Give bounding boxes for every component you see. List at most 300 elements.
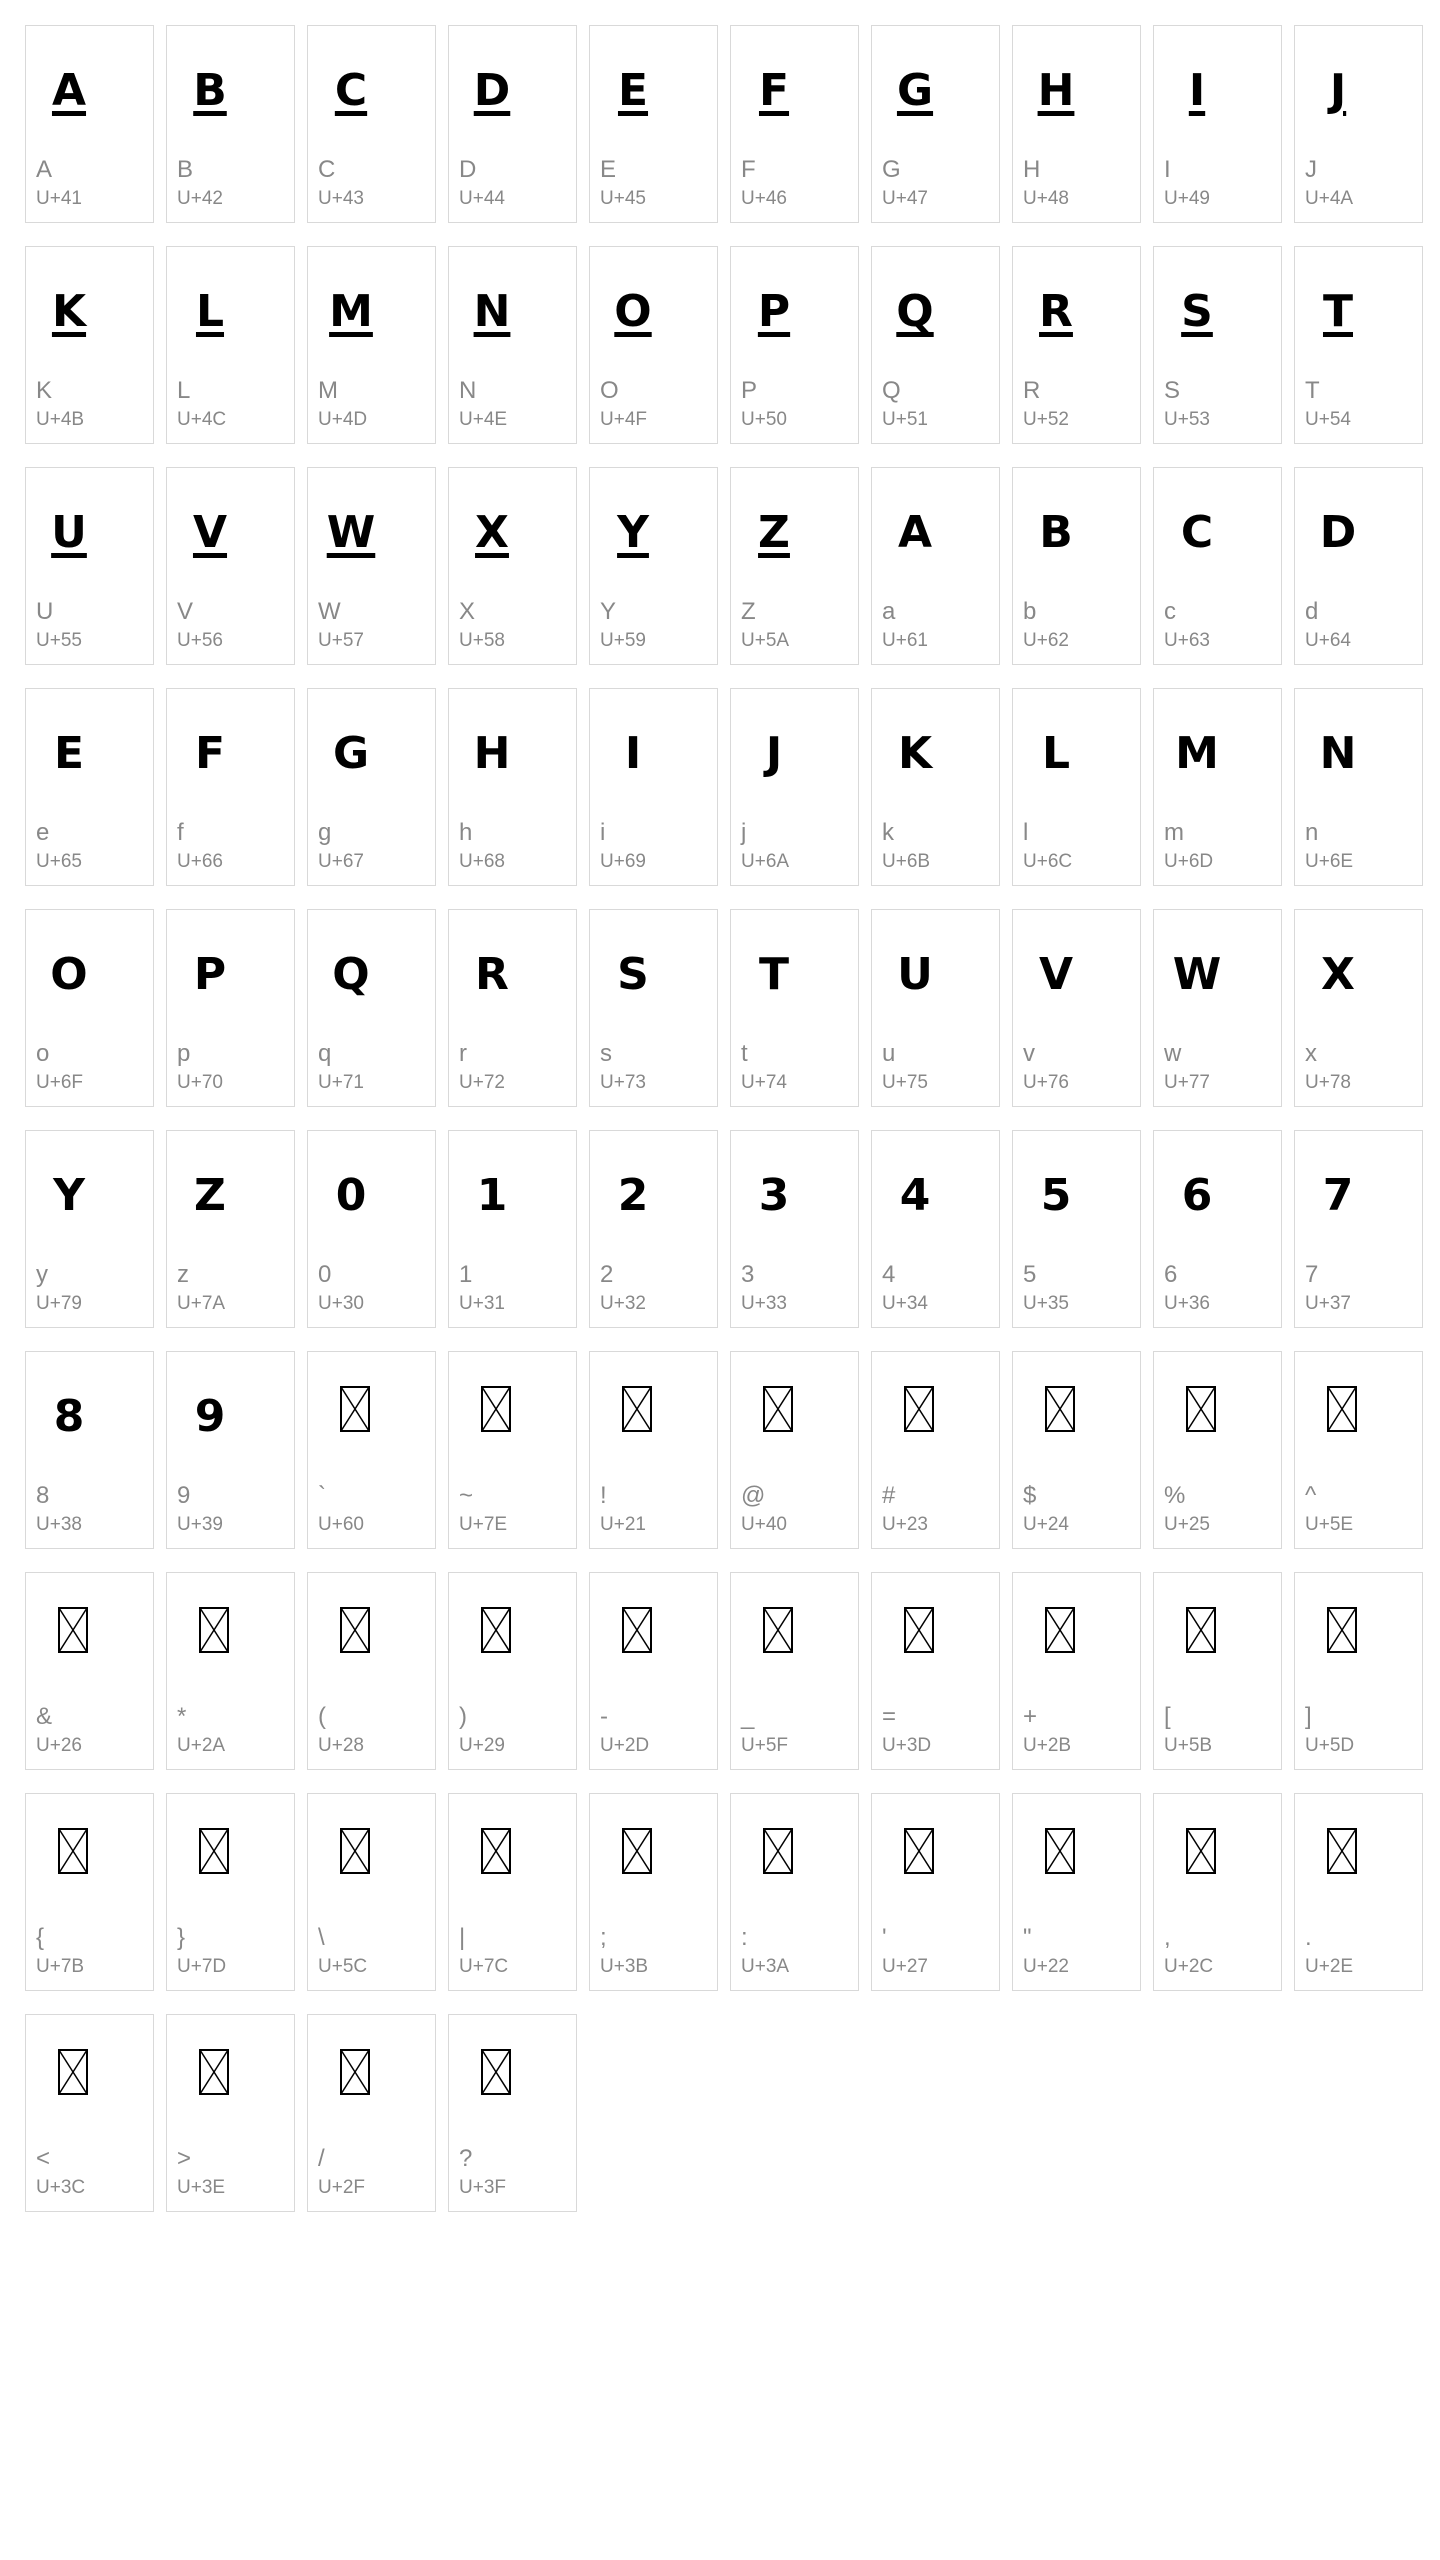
- glyph-preview: C: [1180, 507, 1214, 558]
- glyph-cell: [25, 909, 154, 1107]
- glyph-preview: S: [617, 949, 649, 1000]
- glyph-cell: [871, 25, 1000, 223]
- glyph-cell: [871, 909, 1000, 1107]
- glyph-cell: [1153, 909, 1282, 1107]
- glyph-codepoint-label: U+61: [882, 630, 928, 651]
- glyph-codepoint-label: U+2E: [1305, 1956, 1354, 1977]
- missing-glyph-icon: [1327, 1386, 1357, 1432]
- glyph-codepoint-label: U+69: [600, 851, 646, 872]
- glyph-preview: F: [758, 65, 790, 116]
- glyph-cell: [1012, 1793, 1141, 1991]
- glyph-char-label: 6: [1164, 1261, 1178, 1288]
- glyph-char-label: ,: [1164, 1924, 1171, 1951]
- glyph-codepoint-label: U+51: [882, 409, 928, 430]
- glyph-char-label: D: [459, 156, 477, 183]
- glyph-preview: W: [326, 507, 376, 558]
- glyph-char-label: 1: [459, 1261, 473, 1288]
- glyph-cell: [1294, 1572, 1423, 1770]
- glyph-cell: [589, 1130, 718, 1328]
- glyph-preview: 5: [1040, 1170, 1072, 1221]
- glyph-cell: [1294, 1351, 1423, 1549]
- glyph-cell: [307, 246, 436, 444]
- glyph-codepoint-label: U+74: [741, 1072, 787, 1093]
- glyph-preview: Z: [194, 1170, 226, 1221]
- glyph-codepoint-label: U+2F: [318, 2177, 365, 2198]
- glyph-cell: [730, 467, 859, 665]
- glyph-preview: X: [1321, 949, 1355, 1000]
- glyph-char-label: Z: [741, 598, 756, 625]
- glyph-preview: F: [194, 728, 226, 779]
- glyph-preview: E: [53, 728, 85, 779]
- glyph-cell: [448, 1130, 577, 1328]
- glyph-char-label: 5: [1023, 1261, 1037, 1288]
- glyph-char-label: 3: [741, 1261, 755, 1288]
- glyph-char-label: `: [318, 1482, 326, 1509]
- missing-glyph-icon: [340, 1386, 370, 1432]
- glyph-char-label: k: [882, 819, 894, 846]
- glyph-char-label: %: [1164, 1482, 1186, 1509]
- glyph-char-label: 9: [177, 1482, 191, 1509]
- glyph-cell: [25, 25, 154, 223]
- glyph-char-label: Q: [882, 377, 901, 404]
- missing-glyph-icon: [481, 1607, 511, 1653]
- glyph-codepoint-label: U+46: [741, 188, 787, 209]
- glyph-cell: [166, 1572, 295, 1770]
- glyph-preview: Y: [53, 1170, 85, 1221]
- glyph-cell: [166, 909, 295, 1107]
- glyph-preview: M: [329, 286, 373, 337]
- glyph-char-label: +: [1023, 1703, 1038, 1730]
- glyph-codepoint-label: U+3D: [882, 1735, 932, 1756]
- glyph-codepoint-label: U+70: [177, 1072, 223, 1093]
- glyph-codepoint-label: U+78: [1305, 1072, 1351, 1093]
- glyph-preview: Q: [332, 949, 370, 1000]
- missing-glyph-icon: [1186, 1386, 1216, 1432]
- glyph-preview: P: [193, 949, 227, 1000]
- glyph-preview: J: [1329, 65, 1347, 116]
- glyph-char-label: r: [459, 1040, 467, 1067]
- glyph-codepoint-label: U+63: [1164, 630, 1210, 651]
- missing-glyph-icon: [199, 2049, 229, 2095]
- glyph-codepoint-label: U+67: [318, 851, 364, 872]
- glyph-cell: [166, 688, 295, 886]
- glyph-char-label: p: [177, 1040, 191, 1067]
- glyph-char-label: j: [741, 819, 747, 846]
- glyph-codepoint-label: U+31: [459, 1293, 505, 1314]
- glyph-codepoint-label: U+2C: [1164, 1956, 1214, 1977]
- glyph-cell: [1153, 467, 1282, 665]
- glyph-cell: [589, 25, 718, 223]
- glyph-preview: I: [624, 728, 642, 779]
- glyph-codepoint-label: U+56: [177, 630, 223, 651]
- glyph-char-label: 4: [882, 1261, 896, 1288]
- glyph-char-label: V: [177, 598, 194, 625]
- glyph-codepoint-label: U+25: [1164, 1514, 1210, 1535]
- glyph-cell: [589, 467, 718, 665]
- glyph-cell: [871, 1351, 1000, 1549]
- glyph-char-label: !: [600, 1482, 607, 1509]
- glyph-cell: [448, 246, 577, 444]
- glyph-codepoint-label: U+36: [1164, 1293, 1210, 1314]
- glyph-cell: [307, 909, 436, 1107]
- glyph-cell: [1012, 467, 1141, 665]
- glyph-cell: [1012, 909, 1141, 1107]
- glyph-preview: R: [475, 949, 509, 1000]
- glyph-char-label: _: [741, 1703, 755, 1730]
- glyph-preview: K: [51, 286, 87, 337]
- glyph-codepoint-label: U+27: [882, 1956, 928, 1977]
- glyph-char-label: h: [459, 819, 473, 846]
- glyph-cell: [589, 1793, 718, 1991]
- glyph-codepoint-label: U+5B: [1164, 1735, 1213, 1756]
- glyph-codepoint-label: U+23: [882, 1514, 928, 1535]
- glyph-codepoint-label: U+7A: [177, 1293, 226, 1314]
- glyph-preview: 2: [617, 1170, 649, 1221]
- glyph-char-label: H: [1023, 156, 1041, 183]
- glyph-cell: [589, 1351, 718, 1549]
- glyph-cell: [589, 246, 718, 444]
- glyph-preview: P: [757, 286, 791, 337]
- missing-glyph-icon: [1327, 1828, 1357, 1874]
- glyph-char-label: 8: [36, 1482, 50, 1509]
- glyph-codepoint-label: U+54: [1305, 409, 1351, 430]
- glyph-cell: [1294, 25, 1423, 223]
- glyph-cell: [1294, 688, 1423, 886]
- glyph-char-label: T: [1305, 377, 1320, 404]
- glyph-preview: V: [1038, 949, 1074, 1000]
- glyph-codepoint-label: U+2D: [600, 1735, 650, 1756]
- glyph-codepoint-label: U+62: [1023, 630, 1069, 651]
- glyph-cell: [730, 688, 859, 886]
- glyph-cell: [25, 2014, 154, 2212]
- glyph-codepoint-label: U+28: [318, 1735, 364, 1756]
- glyph-cell: [871, 1793, 1000, 1991]
- glyph-codepoint-label: U+73: [600, 1072, 646, 1093]
- glyph-codepoint-label: U+6C: [1023, 851, 1073, 872]
- glyph-codepoint-label: U+45: [600, 188, 646, 209]
- glyph-char-label: f: [177, 819, 184, 846]
- glyph-preview: T: [758, 949, 789, 1000]
- glyph-codepoint-label: U+4E: [459, 409, 508, 430]
- glyph-cell: [166, 1793, 295, 1991]
- missing-glyph-icon: [58, 2049, 88, 2095]
- glyph-cell: [307, 467, 436, 665]
- missing-glyph-icon: [622, 1607, 652, 1653]
- glyph-preview: 8: [53, 1391, 85, 1442]
- glyph-cell: [871, 1130, 1000, 1328]
- glyph-char-label: |: [459, 1924, 466, 1951]
- glyph-cell: [589, 909, 718, 1107]
- glyph-codepoint-label: U+3A: [741, 1956, 790, 1977]
- glyph-codepoint-label: U+2A: [177, 1735, 226, 1756]
- glyph-cell: [730, 1351, 859, 1549]
- glyph-char-label: S: [1164, 377, 1181, 404]
- glyph-preview: H: [1037, 65, 1075, 116]
- glyph-char-label: x: [1305, 1040, 1317, 1067]
- glyph-preview: N: [473, 286, 511, 337]
- glyph-cell: [448, 467, 577, 665]
- glyph-char-label: @: [741, 1482, 766, 1509]
- glyph-preview: G: [332, 728, 370, 779]
- glyph-char-label: l: [1023, 819, 1029, 846]
- glyph-codepoint-label: U+6D: [1164, 851, 1214, 872]
- missing-glyph-icon: [58, 1607, 88, 1653]
- glyph-char-label: F: [741, 156, 756, 183]
- glyph-preview: 9: [194, 1391, 226, 1442]
- glyph-char-label: ;: [600, 1924, 607, 1951]
- glyph-char-label: ': [882, 1924, 887, 1951]
- missing-glyph-icon: [1045, 1386, 1075, 1432]
- glyph-preview: 6: [1181, 1170, 1213, 1221]
- glyph-codepoint-label: U+35: [1023, 1293, 1069, 1314]
- missing-glyph-icon: [622, 1828, 652, 1874]
- glyph-char-label: 0: [318, 1261, 332, 1288]
- glyph-char-label: }: [177, 1924, 186, 1951]
- glyph-cell: [1153, 246, 1282, 444]
- glyph-cell: [1153, 1793, 1282, 1991]
- glyph-char-label: -: [600, 1703, 608, 1730]
- glyph-preview: B: [1039, 507, 1073, 558]
- missing-glyph-icon: [622, 1386, 652, 1432]
- glyph-cell: [166, 1351, 295, 1549]
- glyph-cell: [166, 467, 295, 665]
- missing-glyph-icon: [481, 2049, 511, 2095]
- glyph-preview: E: [617, 65, 649, 116]
- glyph-char-label: X: [459, 598, 476, 625]
- glyph-codepoint-label: U+5A: [741, 630, 790, 651]
- glyph-codepoint-label: U+6F: [36, 1072, 83, 1093]
- glyph-char-label: .: [1305, 1924, 1312, 1951]
- glyph-preview: I: [1188, 65, 1206, 116]
- glyph-char-label: G: [882, 156, 901, 183]
- glyph-char-label: *: [177, 1703, 187, 1730]
- glyph-cell: [25, 1130, 154, 1328]
- glyph-codepoint-label: U+3E: [177, 2177, 226, 2198]
- glyph-char-label: C: [318, 156, 336, 183]
- missing-glyph-icon: [763, 1607, 793, 1653]
- glyph-char-label: b: [1023, 598, 1037, 625]
- glyph-char-label: a: [882, 598, 896, 625]
- glyph-cell: [1153, 688, 1282, 886]
- glyph-codepoint-label: U+49: [1164, 188, 1210, 209]
- glyph-cell: [448, 1793, 577, 1991]
- glyph-cell: [25, 1351, 154, 1549]
- glyph-cell: [307, 1793, 436, 1991]
- glyph-cell: [25, 1793, 154, 1991]
- missing-glyph-icon: [763, 1386, 793, 1432]
- glyph-char-label: &: [36, 1703, 53, 1730]
- glyph-char-label: ": [1023, 1924, 1032, 1951]
- glyph-cell: [1153, 25, 1282, 223]
- glyph-preview: C: [334, 65, 368, 116]
- glyph-char-label: ~: [459, 1482, 474, 1509]
- glyph-char-label: ?: [459, 2145, 473, 2172]
- glyph-cell: [1012, 1572, 1141, 1770]
- missing-glyph-icon: [1186, 1828, 1216, 1874]
- glyph-codepoint-label: U+77: [1164, 1072, 1210, 1093]
- glyph-preview: B: [193, 65, 227, 116]
- glyph-preview: D: [1319, 507, 1357, 558]
- glyph-char-label: y: [36, 1261, 48, 1288]
- glyph-char-label: d: [1305, 598, 1319, 625]
- glyph-codepoint-label: U+7C: [459, 1956, 509, 1977]
- glyph-codepoint-label: U+33: [741, 1293, 787, 1314]
- glyph-char-label: J: [1305, 156, 1317, 183]
- glyph-codepoint-label: U+5D: [1305, 1735, 1355, 1756]
- glyph-cell: [448, 25, 577, 223]
- missing-glyph-icon: [340, 1828, 370, 1874]
- glyph-codepoint-label: U+30: [318, 1293, 364, 1314]
- glyph-codepoint-label: U+50: [741, 409, 787, 430]
- glyph-preview: L: [1041, 728, 1071, 779]
- glyph-char-label: i: [600, 819, 606, 846]
- glyph-codepoint-label: U+7D: [177, 1956, 227, 1977]
- glyph-codepoint-label: U+52: [1023, 409, 1069, 430]
- glyph-cell: [166, 25, 295, 223]
- glyph-preview: R: [1039, 286, 1073, 337]
- glyph-codepoint-label: U+5F: [741, 1735, 788, 1756]
- glyph-preview: D: [473, 65, 511, 116]
- missing-glyph-icon: [763, 1828, 793, 1874]
- glyph-cell: [166, 246, 295, 444]
- glyph-char-label: N: [459, 377, 477, 404]
- glyph-cell: [307, 2014, 436, 2212]
- glyph-preview: N: [1319, 728, 1357, 779]
- glyph-codepoint-label: U+55: [36, 630, 82, 651]
- glyph-cell: [871, 688, 1000, 886]
- glyph-char-label: 2: [600, 1261, 614, 1288]
- glyph-codepoint-label: U+59: [600, 630, 646, 651]
- glyph-codepoint-label: U+2B: [1023, 1735, 1072, 1756]
- glyph-codepoint-label: U+3C: [36, 2177, 86, 2198]
- glyph-codepoint-label: U+75: [882, 1072, 928, 1093]
- glyph-char-label: \: [318, 1924, 325, 1951]
- glyph-cell: [307, 1130, 436, 1328]
- glyph-codepoint-label: U+21: [600, 1514, 646, 1535]
- missing-glyph-icon: [481, 1828, 511, 1874]
- glyph-cell: [1012, 1351, 1141, 1549]
- glyph-char-label: L: [177, 377, 191, 404]
- glyph-codepoint-label: U+60: [318, 1514, 364, 1535]
- glyph-cell: [1294, 909, 1423, 1107]
- missing-glyph-icon: [904, 1386, 934, 1432]
- glyph-codepoint-label: U+4A: [1305, 188, 1354, 209]
- glyph-codepoint-label: U+22: [1023, 1956, 1069, 1977]
- glyph-cell: [730, 1793, 859, 1991]
- glyph-cell: [730, 25, 859, 223]
- glyph-char-label: o: [36, 1040, 50, 1067]
- missing-glyph-icon: [199, 1607, 229, 1653]
- glyph-char-label: z: [177, 1261, 189, 1288]
- glyph-cell: [730, 1572, 859, 1770]
- glyph-codepoint-label: U+58: [459, 630, 505, 651]
- glyph-cell: [730, 246, 859, 444]
- glyph-codepoint-label: U+57: [318, 630, 364, 651]
- glyph-codepoint-label: U+4C: [177, 409, 227, 430]
- glyph-cell: [307, 1351, 436, 1549]
- glyph-cell: [871, 1572, 1000, 1770]
- glyph-cell: [448, 1351, 577, 1549]
- glyph-char-label: [: [1164, 1703, 1171, 1730]
- glyph-char-label: >: [177, 2145, 192, 2172]
- glyph-preview: O: [50, 949, 88, 1000]
- glyph-codepoint-label: U+43: [318, 188, 364, 209]
- glyph-cell: [1153, 1351, 1282, 1549]
- glyph-char-label: 7: [1305, 1261, 1319, 1288]
- glyph-char-label: #: [882, 1482, 896, 1509]
- glyph-codepoint-label: U+26: [36, 1735, 82, 1756]
- glyph-char-label: ^: [1305, 1482, 1317, 1509]
- glyph-preview: S: [1181, 286, 1213, 337]
- glyph-char-label: =: [882, 1703, 897, 1730]
- glyph-codepoint-label: U+72: [459, 1072, 505, 1093]
- glyph-codepoint-label: U+24: [1023, 1514, 1069, 1535]
- missing-glyph-icon: [1045, 1607, 1075, 1653]
- glyph-preview: Z: [758, 507, 790, 558]
- glyph-char-label: q: [318, 1040, 332, 1067]
- glyph-codepoint-label: U+7B: [36, 1956, 85, 1977]
- glyph-char-label: g: [318, 819, 332, 846]
- glyph-codepoint-label: U+44: [459, 188, 505, 209]
- glyph-char-label: M: [318, 377, 338, 404]
- glyph-char-label: ): [459, 1703, 467, 1730]
- glyph-cell: [448, 2014, 577, 2212]
- glyph-cell: [166, 1130, 295, 1328]
- glyph-cell: [307, 688, 436, 886]
- glyph-codepoint-label: U+3F: [459, 2177, 506, 2198]
- glyph-cell: [1012, 246, 1141, 444]
- missing-glyph-icon: [481, 1386, 511, 1432]
- glyph-cell: [1294, 1793, 1423, 1991]
- glyph-char-label: R: [1023, 377, 1041, 404]
- glyph-codepoint-label: U+47: [882, 188, 928, 209]
- glyph-preview: 3: [758, 1170, 790, 1221]
- glyph-char-label: n: [1305, 819, 1319, 846]
- glyph-char-label: W: [318, 598, 341, 625]
- missing-glyph-icon: [1327, 1607, 1357, 1653]
- glyph-char-label: c: [1164, 598, 1176, 625]
- glyph-char-label: K: [36, 377, 53, 404]
- missing-glyph-icon: [904, 1828, 934, 1874]
- glyph-codepoint-label: U+71: [318, 1072, 364, 1093]
- glyph-char-label: v: [1023, 1040, 1035, 1067]
- glyph-char-label: s: [600, 1040, 612, 1067]
- glyph-cell: [25, 467, 154, 665]
- glyph-cell: [1012, 688, 1141, 886]
- missing-glyph-icon: [904, 1607, 934, 1653]
- glyph-codepoint-label: U+40: [741, 1514, 787, 1535]
- glyph-preview: H: [473, 728, 511, 779]
- glyph-codepoint-label: U+66: [177, 851, 223, 872]
- glyph-codepoint-label: U+5E: [1305, 1514, 1354, 1535]
- glyph-codepoint-label: U+6B: [882, 851, 931, 872]
- glyph-cell: [1294, 467, 1423, 665]
- missing-glyph-icon: [340, 1607, 370, 1653]
- glyph-codepoint-label: U+3B: [600, 1956, 649, 1977]
- glyph-char-label: U: [36, 598, 54, 625]
- glyph-preview: W: [1172, 949, 1222, 1000]
- glyph-char-label: Y: [600, 598, 617, 625]
- glyph-char-label: /: [318, 2145, 325, 2172]
- glyph-codepoint-label: U+65: [36, 851, 82, 872]
- glyph-codepoint-label: U+53: [1164, 409, 1210, 430]
- glyph-preview: K: [897, 728, 933, 779]
- glyph-char-label: {: [36, 1924, 45, 1951]
- missing-glyph-icon: [1186, 1607, 1216, 1653]
- glyph-codepoint-label: U+7E: [459, 1514, 508, 1535]
- glyph-cell: [1012, 1130, 1141, 1328]
- glyph-char-label: u: [882, 1040, 896, 1067]
